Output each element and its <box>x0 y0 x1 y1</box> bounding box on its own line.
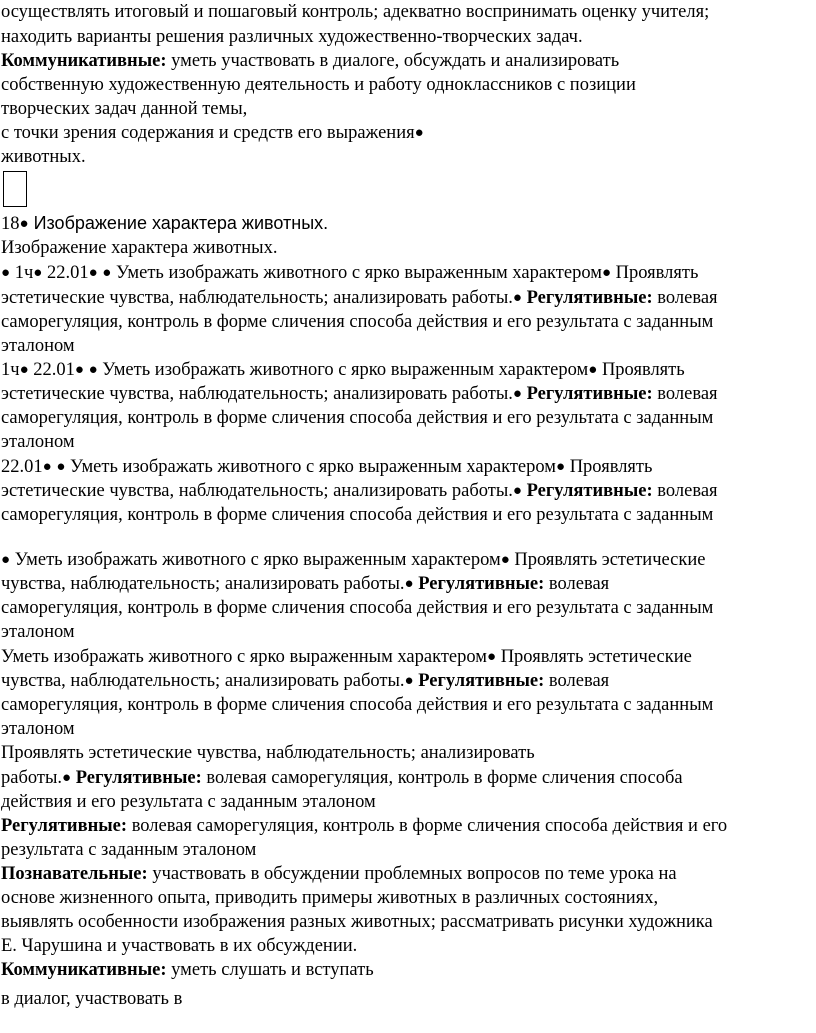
text-line-8 <box>1 211 328 236</box>
communicative-label: Коммуникативные: <box>1 960 167 980</box>
text-line-21 <box>1 548 706 572</box>
text-line-4 <box>1 73 636 97</box>
date: 22.01 <box>42 263 89 283</box>
bullet-icon: ● <box>404 576 414 592</box>
text-line-31 <box>1 790 376 814</box>
bullet-icon: ● <box>19 216 29 232</box>
text: эталоном <box>1 336 75 356</box>
text-line-22 <box>1 572 609 596</box>
text: саморегуляция, контроль в форме сличения способа действия и его результата с заданным <box>1 408 714 428</box>
text: уметь слушать и вступать <box>166 960 374 980</box>
text-line-17 <box>1 430 75 454</box>
text-line-25 <box>1 645 692 669</box>
text: Уметь изображать животного с ярко выраженным характером <box>65 457 556 477</box>
text: Уметь изображать животного с ярко выраженным характером <box>1 647 487 667</box>
text: осуществлять итоговый и пошаговый контроль; адекватно воспринимать оценку учителя; <box>1 2 710 22</box>
text-line-14 <box>1 358 685 382</box>
lesson-number: 18 <box>1 214 20 234</box>
text: волевая саморегуляция, контроль в форме сличения способа <box>201 768 683 788</box>
text: саморегуляция, контроль в форме сличения способа действия и его результата с заданным <box>1 695 714 715</box>
text: эстетические чувства, наблюдательность; анализировать работы. <box>1 481 513 501</box>
bullet-icon: ● <box>56 459 66 475</box>
text-line-7 <box>1 145 86 169</box>
text-line-12 <box>1 310 713 334</box>
bullet-icon: ● <box>404 673 414 689</box>
text-line-27 <box>1 693 713 717</box>
text-line-33 <box>1 838 256 862</box>
text: Проявлять эстетические чувства, наблюдательность; анализировать <box>1 743 535 763</box>
bullet-icon: ● <box>88 265 98 281</box>
regulative-label: Регулятивные: <box>1 816 128 836</box>
hours: 1ч <box>1 360 20 380</box>
text-line-32 <box>1 814 727 838</box>
text: волевая <box>544 671 610 691</box>
text: Изображение характера животных. <box>1 238 278 258</box>
text-line-16 <box>1 406 713 430</box>
text: чувства, наблюдательность; анализировать работы. <box>1 671 405 691</box>
text-line-19 <box>1 479 718 503</box>
communicative-label: Коммуникативные: <box>1 51 167 71</box>
text-line-30 <box>1 766 683 790</box>
text-line-28 <box>1 717 75 741</box>
bullet-icon: ● <box>19 362 29 378</box>
text: волевая <box>652 384 718 404</box>
text: выявлять особенности изображения разных животных; рассматривать рисунки художника <box>1 912 713 932</box>
text-line-13 <box>1 334 75 358</box>
text: саморегуляция, контроль в форме сличения способа действия и его результата с заданным <box>1 312 714 332</box>
regulative-label: Регулятивные: <box>521 384 653 404</box>
text: волевая <box>652 288 718 308</box>
text: животных. <box>1 147 86 167</box>
bullet-icon: ● <box>500 552 510 568</box>
text-line-15 <box>1 382 718 406</box>
bullet-icon: ● <box>588 362 598 378</box>
text: уметь участвовать в диалоге, обсуждать и анализировать <box>166 51 620 71</box>
text: эталоном <box>1 719 75 739</box>
text-line-34 <box>1 862 677 886</box>
text: эстетические чувства, наблюдательность; анализировать работы. <box>1 384 513 404</box>
bullet-icon: ● <box>512 386 522 402</box>
cognitive-label: Познавательные: <box>1 864 148 884</box>
text: Е. Чарушина и участвовать в их обсуждении. <box>1 936 358 956</box>
bullet-icon: ● <box>1 552 11 568</box>
bullet-icon: ● <box>1 265 11 281</box>
text-line-35 <box>1 886 658 910</box>
text: эталоном <box>1 432 75 452</box>
bullet-icon: ● <box>512 483 522 499</box>
bullet-icon: ● <box>512 290 522 306</box>
bullet-icon: ● <box>487 649 497 665</box>
text: Проявлять эстетические <box>509 550 706 570</box>
text: эталоном <box>1 622 75 642</box>
bullet-icon: ● <box>601 265 611 281</box>
text: находить варианты решения различных художественно-творческих задач. <box>1 27 583 47</box>
lesson-title: Изображение характера животных. <box>28 213 329 233</box>
text: Проявлять эстетические <box>496 647 692 667</box>
text-line-20 <box>1 503 713 527</box>
text-line-1 <box>1 0 709 24</box>
text: волевая <box>652 481 718 501</box>
text-line-11 <box>1 286 718 310</box>
date: 22.01 <box>28 360 75 380</box>
bullet-icon: ● <box>33 265 43 281</box>
text-line-2 <box>1 25 583 49</box>
text-line-10 <box>1 261 698 285</box>
text: саморегуляция, контроль в форме сличения способа действия и его результата с заданным <box>1 598 714 618</box>
text: саморегуляция, контроль в форме сличения способа действия и его результата с заданным <box>1 505 714 525</box>
hours: 1ч <box>10 263 34 283</box>
bullet-icon: ● <box>414 125 424 141</box>
text: Проявлять <box>565 457 653 477</box>
text: в диалог, участвовать в <box>1 989 183 1009</box>
regulative-label: Регулятивные: <box>71 768 202 788</box>
text-line-23 <box>1 596 713 620</box>
bullet-icon: ● <box>74 362 84 378</box>
text-line-29 <box>1 741 535 765</box>
empty-checkbox-frame <box>3 171 27 207</box>
text: эстетические чувства, наблюдательность; анализировать работы. <box>1 288 513 308</box>
text-line-36 <box>1 910 713 934</box>
text-line-5 <box>1 97 247 121</box>
text: собственную художественную деятельность и работу одноклассников с позиции <box>1 75 636 95</box>
text: участвовать в обсуждении проблемных вопросов по теме урока на <box>147 864 677 884</box>
text: Уметь изображать животного с ярко выраженным характером <box>10 550 501 570</box>
date: 22.01 <box>1 457 43 477</box>
text: Уметь изображать животного с ярко выраженным характером <box>111 263 602 283</box>
text-line-9 <box>1 236 277 260</box>
text-line-26 <box>1 669 609 693</box>
text-line-18 <box>1 455 652 479</box>
text-line-24 <box>1 620 75 644</box>
text: волевая саморегуляция, контроль в форме сличения способа действия и его <box>127 816 728 836</box>
bullet-icon: ● <box>556 459 566 475</box>
regulative-label: Регулятивные: <box>521 288 653 308</box>
text-line-39 <box>1 987 182 1011</box>
text-line-38 <box>1 958 374 982</box>
text: работы. <box>1 768 63 788</box>
text: творческих задач данной темы, <box>1 99 248 119</box>
text-line-3 <box>1 49 619 73</box>
bullet-icon: ● <box>42 459 52 475</box>
text: результата с заданным эталоном <box>1 840 257 860</box>
regulative-label: Регулятивные: <box>521 481 653 501</box>
regulative-label: Регулятивные: <box>413 671 545 691</box>
text: действия и его результата с заданным эталоном <box>1 792 376 812</box>
text-line-6 <box>1 121 424 145</box>
text: чувства, наблюдательность; анализировать работы. <box>1 574 405 594</box>
bullet-icon: ● <box>62 770 72 786</box>
bullet-icon: ● <box>102 265 112 281</box>
bullet-icon: ● <box>88 362 98 378</box>
text: Проявлять <box>597 360 685 380</box>
text: Проявлять <box>611 263 699 283</box>
text: с точки зрения содержания и средств его выражения <box>1 123 415 143</box>
text: волевая <box>544 574 610 594</box>
regulative-label: Регулятивные: <box>413 574 545 594</box>
text: основе жизненного опыта, приводить примеры животных в различных состояниях, <box>1 888 659 908</box>
text: Уметь изображать животного с ярко выраженным характером <box>97 360 589 380</box>
text-line-37 <box>1 934 357 958</box>
